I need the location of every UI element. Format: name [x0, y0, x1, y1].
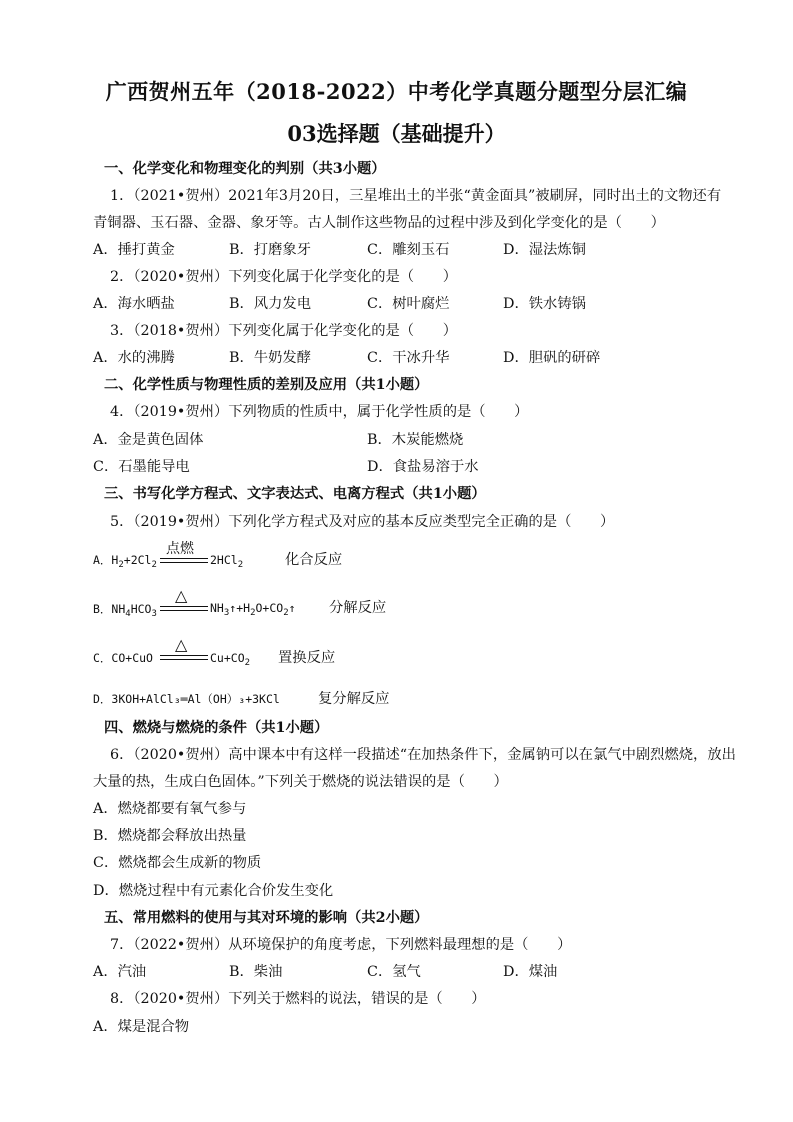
question-6-line-2: 大量的热，生成白色固体。”下列关于燃烧的说法错误的是（ ）: [93, 774, 508, 790]
page-subtitle: 03选择题（基础提升）: [287, 121, 506, 146]
question-1-option-d: D．湿法炼铜: [503, 242, 586, 258]
question-7-option-a: A．汽油: [93, 964, 147, 980]
section-heading-2: 二、化学性质与物理性质的差别及应用（共1小题）: [104, 377, 429, 393]
section-heading-5: 五、常用燃料的使用与其对环境的影响（共2小题）: [104, 910, 429, 926]
page-title: 广西贺州五年（2018-2022）中考化学真题分题型分层汇编: [105, 79, 688, 104]
option-c-equal-sign: [160, 655, 208, 660]
question-3-option-c: C．干冰升华: [367, 350, 450, 366]
question-3-option-d: D．胆矾的研碎: [503, 350, 601, 366]
question-2: 2．（2020•贺州）下列变化属于化学变化的是（ ）: [110, 269, 457, 285]
option-c-heat-icon: △: [175, 635, 188, 654]
question-6-option-b: B．燃烧都会释放出热量: [93, 828, 247, 844]
question-1-line-2: 青铜器、玉石器、金器、象牙等。古人制作这些物品的过程中涉及到化学变化的是（ ）: [93, 215, 665, 231]
section-heading-3: 三、书写化学方程式、文字表达式、电离方程式（共1小题）: [104, 486, 486, 502]
question-6-option-d: D．燃烧过程中有元素化合价发生变化: [93, 883, 334, 899]
question-6-line-1: 6．（2020•贺州）高中课本中有这样一段描述“在加热条件下，金属钠可以在氯气中剧烈燃烧，放出: [110, 747, 736, 763]
question-2-option-a: A．海水晒盐: [93, 296, 175, 312]
question-1-option-b: B．打磨象牙: [229, 242, 311, 258]
option-d-reaction-type: 复分解反应: [318, 691, 390, 707]
option-b-products: $NH_3↑+H_2O+CO_2↑$: [210, 601, 296, 618]
option-b-equal-sign: [160, 606, 208, 611]
question-4: 4．（2019•贺州）下列物质的性质中，属于化学性质的是（ ）: [110, 404, 529, 420]
question-4-option-d: D．食盐易溶于水: [367, 459, 479, 475]
question-3-option-b: B．牛奶发酵: [229, 350, 311, 366]
question-1-option-a: A．捶打黄金: [93, 242, 175, 258]
question-7-option-b: B．柴油: [229, 964, 283, 980]
option-a-condition: 点燃: [166, 541, 194, 557]
option-c-reactants: C．CO+CuO: [93, 651, 153, 665]
question-7: 7．（2022•贺州）从环境保护的角度考虑，下列燃料最理想的是（ ）: [110, 937, 572, 953]
option-c-reaction-type: 置换反应: [278, 650, 336, 666]
question-6-option-c: C．燃烧都会生成新的物质: [93, 855, 262, 871]
question-7-option-c: C．氢气: [367, 964, 421, 980]
option-b-heat-icon: △: [175, 586, 188, 605]
section-heading-4: 四、燃烧与燃烧的条件（共1小题）: [104, 720, 329, 736]
question-4-option-c: C．石墨能导电: [93, 459, 190, 475]
option-c-products: $Cu+CO_2$: [210, 651, 251, 668]
question-4-option-a: A．金是黄色固体: [93, 432, 204, 448]
question-2-option-b: B．风力发电: [229, 296, 311, 312]
option-a-reaction-type: 化合反应: [285, 552, 343, 568]
question-3-option-a: A．水的沸腾: [93, 350, 175, 366]
option-a-products: 2HCl$_2$: [210, 553, 244, 570]
question-1-line-1: 1．（2021•贺州）2021年3月20日，三星堆出土的半张“黄金面具”被刷屏，同时出土的文物还有: [110, 188, 722, 204]
question-1-option-c: C．雕刻玉石: [367, 242, 450, 258]
question-6-option-a: A．燃烧都要有氧气参与: [93, 801, 247, 817]
question-5: 5．（2019•贺州）下列化学方程式及对应的基本反应类型完全正确的是（ ）: [110, 514, 615, 530]
question-2-option-d: D．铁水铸锅: [503, 296, 586, 312]
option-b-reactants: B．$NH_4HCO_3$: [93, 602, 157, 619]
question-8-option-a: A．煤是混合物: [93, 1019, 190, 1035]
option-a-equal-sign: [160, 558, 208, 563]
section-heading-1: 一、化学变化和物理变化的判别（共3小题）: [104, 161, 386, 177]
question-7-option-d: D．煤油: [503, 964, 558, 980]
option-b-reaction-type: 分解反应: [329, 600, 387, 616]
question-3: 3．（2018•贺州）下列变化属于化学变化的是（ ）: [110, 323, 457, 339]
question-2-option-c: C．树叶腐烂: [367, 296, 450, 312]
option-d-equation: D．3KOH+AlCl₃═Al（OH）₃+3KCl: [93, 692, 280, 706]
question-4-option-b: B．木炭能燃烧: [367, 432, 464, 448]
question-8: 8．（2020•贺州）下列关于燃料的说法，错误的是（ ）: [110, 991, 486, 1007]
option-a-reactants: A．$H_2+2Cl_2$: [93, 553, 157, 570]
